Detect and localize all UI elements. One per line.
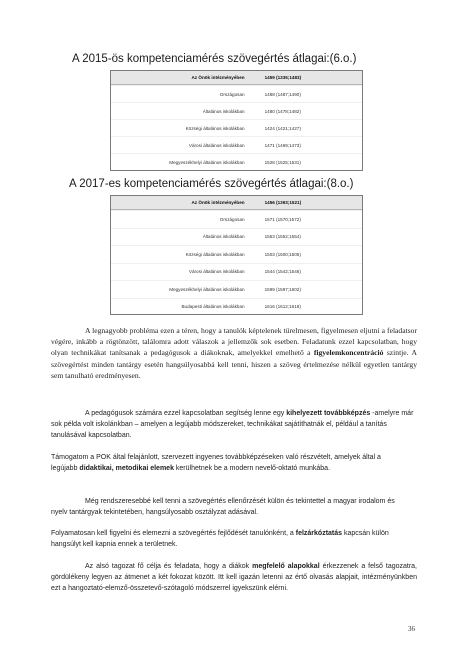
table-row — [111, 102, 362, 119]
row-label: Községi általános iskolákban — [185, 251, 245, 257]
paragraph-text: kerülhetnek be a modern nevelő-oktató munkába. — [173, 465, 331, 473]
header-label: Az Önök intézményében — [191, 200, 245, 205]
paragraph-text: A pedagógusok számára ezzel kapcsolatban segítség lenne egy — [85, 410, 287, 417]
emphasis-text: kihelyezett továbbképzés — [286, 410, 371, 417]
row-value: 1571 (1570;1572) — [264, 216, 301, 222]
paragraph-monitoring — [51, 528, 417, 550]
table-row — [111, 119, 362, 136]
row-value: 1616 (1612;1618) — [264, 304, 301, 310]
table-row — [111, 245, 362, 263]
row-label: Országosan — [219, 91, 245, 97]
row-label: Községi általános iskolákban — [185, 125, 245, 131]
paragraph-text: érkezzenek a felső tagozatra, gördülékeny legyen az átmenet a két fokozat között. Itt kell igazán letenni az értő olvasás alapjait, intézményünkben ezt a hangoztató-elemző-összetevő-szótagoló módszerrel igyekszünk elérni. — [51, 563, 418, 593]
row-label: Budapesti általános iskolákban — [181, 304, 245, 310]
paragraph-text: -amelyre már sok példa volt iskolánkban – amelyen a legújabb módszereket, technikákat sajátíthatnák el, például a tanítás tanulásával kapcsolatban. — [51, 410, 414, 440]
table-row — [111, 298, 362, 316]
row-value: 1471 (1469;1473) — [264, 142, 301, 148]
row-label: Általános iskolákban — [202, 234, 245, 240]
table-row — [111, 210, 362, 228]
row-label: Megyeszékhelyi általános iskolákban — [169, 159, 245, 165]
header-value: 1456 (1393;1521) — [264, 200, 302, 205]
row-value: 1528 (1525;1531) — [264, 159, 301, 165]
emphasis-text: figyelemkoncentráció — [313, 348, 384, 358]
paragraph-text: A legnagyobb probléma ezen a téren, hogy a tanulók képtelenek türelmesen, figyelmesen eljutni a feladatsor végére, inkább a rögtönzött, találomra adott válaszok a jellemzők sok esetben. Feladatunk ezzel kapcsolatban, hogy olyan technikákat tanítsanak a pedagógusok a diákoknak, amelyekkel emelhető a — [51, 326, 417, 358]
emphasis-text: megfelelő alapokkal — [252, 563, 320, 570]
row-label: Általános iskolákban — [202, 108, 245, 114]
paragraph-text: kapcsán külön hangsúlyt kell kapnia ennek a területnek. — [51, 530, 389, 549]
table-row — [111, 263, 362, 281]
paragraph-text: Támogatom a POK által felajánlott, szervezett ingyenes továbbképzéseken való részvételt, amelyek által a legújabb — [51, 454, 381, 473]
paragraph-text: Még rendszeresebbé kell tenni a szövegértés ellenőrzését külön és tekintettel a magyar irodalom és nyelv tantárgyak tekintetében, hangsúlyosabb osztályzat adásával. — [51, 498, 395, 517]
row-value: 1599 (1597;1602) — [264, 286, 301, 292]
page-number: 36 — [408, 625, 415, 633]
row-value: 1488 (1487;1490) — [264, 91, 301, 97]
table-row — [111, 280, 362, 298]
row-value: 1553 (1552;1554) — [264, 234, 301, 240]
row-value: 1544 (1542;1546) — [264, 269, 301, 275]
table-header-row — [111, 196, 362, 210]
table-row — [111, 85, 362, 102]
results-table-2017 — [110, 195, 363, 315]
section-title-2017: A 2017-es kompetenciamérés szövegértés átlagai:(8.o.) — [69, 178, 354, 190]
row-label: Országosan — [219, 216, 245, 222]
table-header-row — [111, 71, 362, 85]
row-label: Városi általános iskolákban — [188, 269, 245, 275]
section-title-2015: A 2015-ös kompetenciamérés szövegértés átlagai:(6.o.) — [72, 53, 357, 65]
paragraph-pok — [51, 452, 403, 474]
table-row — [111, 136, 362, 153]
paragraph-training — [51, 408, 417, 442]
row-label: Városi általános iskolákban — [188, 142, 245, 148]
paragraph-concentration — [51, 325, 417, 381]
header-value: 1459 (1335;1483) — [264, 75, 302, 80]
paragraph-text: Az alsó tagozat fő célja és feladata, hogy a diákok — [85, 563, 253, 570]
row-value: 1480 (1478;1482) — [264, 108, 301, 114]
paragraph-lower-grades — [51, 561, 417, 595]
emphasis-text: felzárkóztatás — [295, 530, 343, 537]
results-table-2015 — [110, 70, 363, 171]
row-value: 1424 (1421;1427) — [264, 125, 301, 131]
emphasis-text: didaktikai, metodikai elemek — [79, 465, 174, 473]
table-row — [111, 153, 362, 170]
row-label: Megyeszékhelyi általános iskolákban — [169, 286, 245, 292]
header-label: Az Önök intézményében — [191, 75, 245, 80]
row-value: 1503 (1500;1505) — [264, 251, 301, 257]
paragraph-text: Folyamatosan kell figyelni és elemezni a szövegértés fejlődését tanulónként, a — [51, 530, 296, 537]
table-row — [111, 228, 362, 246]
paragraph-assessment — [51, 496, 411, 518]
paragraph-text: szintje. A szövegértést minden tantárgy esetén hangsúlyosabbá kell tenni, hiszen a szöveg értelmezése nélkül egyetlen tantárgy sem tanulható eredményesen. — [51, 348, 417, 380]
